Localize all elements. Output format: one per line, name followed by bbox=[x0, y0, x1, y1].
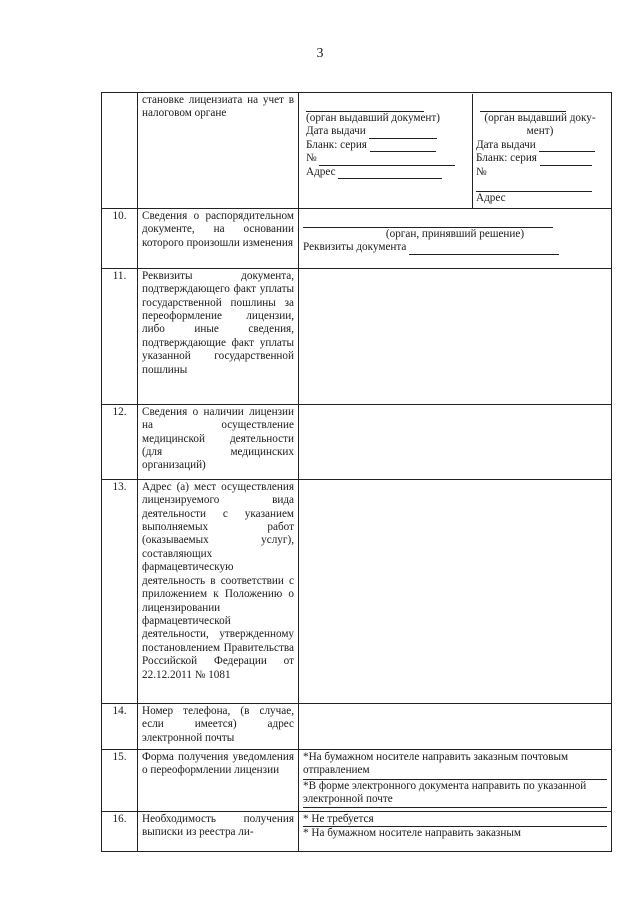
license-reissue-form-table bbox=[101, 92, 612, 852]
authority-line bbox=[303, 216, 553, 228]
form-series-label: Бланк: серия bbox=[476, 152, 537, 165]
table-row bbox=[102, 208, 612, 268]
row-number: 12. bbox=[102, 404, 138, 479]
row-number: 16. bbox=[102, 811, 138, 851]
table-row bbox=[102, 404, 612, 479]
issuer-caption: (орган выдавший документ) bbox=[306, 112, 441, 124]
table-row bbox=[102, 703, 612, 749]
row-description: Реквизиты документа, подтверждающего факт уплаты государственной пошлины за переоформление лицензии, либо иные сведения, подтверждающие факт уплаты указанной государственной пошлины bbox=[138, 268, 299, 404]
table-row bbox=[102, 93, 612, 209]
row-description: становке лицензиата на учет в налоговом органе bbox=[138, 93, 299, 209]
extract-form-cell bbox=[299, 811, 612, 851]
row-number bbox=[102, 93, 138, 209]
option-electronic-notification: *В форме электронного документа направить по указанной электронной почте bbox=[303, 780, 607, 809]
tax-authority-block-left bbox=[303, 94, 473, 208]
issuer-line bbox=[480, 100, 566, 112]
row-number: 13. bbox=[102, 479, 138, 703]
issuer-line bbox=[306, 100, 424, 112]
tax-registration-value-cell bbox=[299, 93, 612, 209]
decision-document-cell bbox=[299, 208, 612, 268]
issue-date-label: Дата выдачи bbox=[306, 125, 366, 138]
address-label: Адрес bbox=[476, 192, 506, 205]
row-number: 15. bbox=[102, 749, 138, 811]
row-description: Сведения о распорядительном документе, на основании которого произошли изменения bbox=[138, 208, 299, 268]
table-row bbox=[102, 811, 612, 851]
table-row bbox=[102, 268, 612, 404]
form-series-label: Бланк: серия bbox=[306, 138, 367, 151]
row-description: Сведения о наличии лицензии на осуществление медицинской деятельности (для медицинских организаций) bbox=[138, 404, 299, 479]
issuer-caption: (орган выдавший доку-мент) bbox=[484, 112, 596, 138]
page-number: 3 bbox=[316, 46, 324, 61]
row-number: 11. bbox=[102, 268, 138, 404]
authority-caption: (орган, принявший решение) bbox=[385, 227, 525, 240]
number-label: № bbox=[306, 152, 317, 165]
row-description: Форма получения уведомления о переоформлении лицензии bbox=[138, 749, 299, 811]
option-not-required: * Не требуется bbox=[303, 813, 607, 827]
option-paper-notification: *На бумажном носителе направить заказным почтовым отправлением bbox=[303, 751, 607, 780]
state-fee-value-cell bbox=[299, 268, 612, 404]
option-paper-extract: * На бумажном носителе направить заказным bbox=[303, 827, 521, 840]
issue-date-label: Дата выдачи bbox=[476, 138, 536, 151]
row-number: 14. bbox=[102, 703, 138, 749]
document-details-label: Реквизиты документа bbox=[303, 241, 407, 254]
table-row bbox=[102, 749, 612, 811]
number-label: № bbox=[476, 165, 487, 178]
table-row bbox=[102, 479, 612, 703]
row-description: Номер телефона, (в случае, если имеется) адрес электронной почты bbox=[138, 703, 299, 749]
contact-value-cell bbox=[299, 703, 612, 749]
notification-form-cell bbox=[299, 749, 612, 811]
row-number: 10. bbox=[102, 208, 138, 268]
address-label: Адрес bbox=[306, 165, 336, 178]
row-description: Необходимость получения выписки из реестра ли- bbox=[138, 811, 299, 851]
tax-authority-block-right bbox=[473, 94, 607, 208]
medical-license-value-cell bbox=[299, 404, 612, 479]
activity-address-value-cell bbox=[299, 479, 612, 703]
row-description: Адрес (а) мест осуществления лицензируемого вида деятельности с указанием выполняемых работ (оказываемых услуг), составляющих фармацевтическую деятельность в соответствии с приложением к Положению о лицензировании фармацевтической деятельности, утвержденному постановлением Правительства Российской Федерации от 22.12.2011 № 1081 bbox=[138, 479, 299, 703]
